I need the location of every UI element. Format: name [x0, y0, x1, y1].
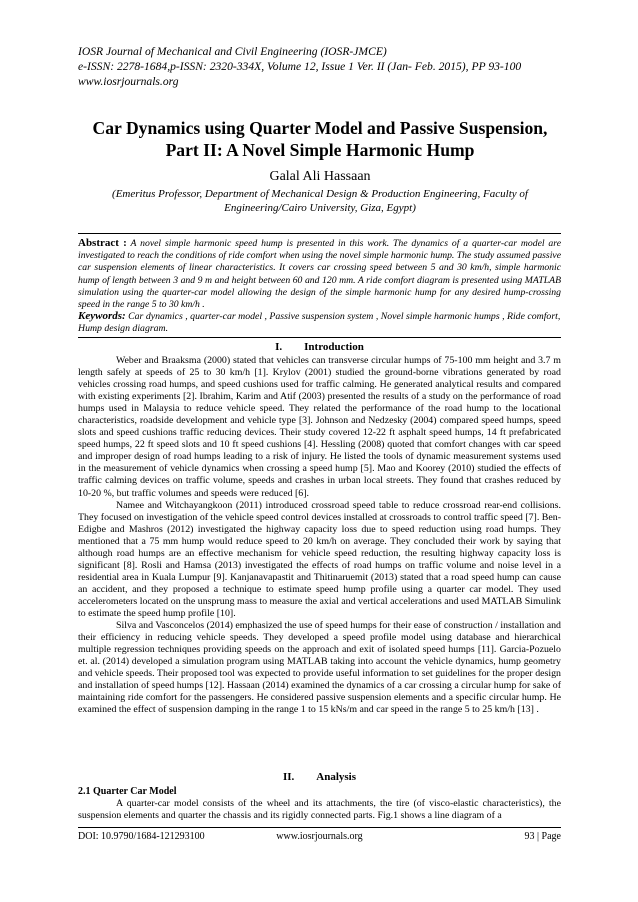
- title-line-2: Part II: A Novel Simple Harmonic Hump: [165, 140, 475, 160]
- author-affiliation: [95, 187, 545, 215]
- section-title: Analysis: [316, 771, 357, 783]
- paragraph: Weber and Braaksma (2000) stated that vehicles can transverse circular humps of 75-100 mm height and 3.7 m length safely at speeds of 25 to 30 km/h [1]. Krylov (2001) studied the ground-borne vibrations generated by road vehicles crossing road humps, and speed cushions used for traffic calming. He generated analytical results and compared with existing experiments [2]. Ibrahim, Karim and Atif (2003) presented the results of a study on the performance of road humps used in Malaysia to reduce vehicle speed. They related the performance of the road hump to the locational characteristics, roadside development and vehicle type [3]. Johnson and Nedzesky (2004) compared speed humps, speed slots and speed cushions traffic reducing devices. Their study covered 12-22 ft asphalt speed humps, 14 ft prefabricated speed humps, 22 ft speed slots and 10 ft speed cushions [4]. Hessling (2008) quoted that comfort changes with car speed and improper design of road humps leading to a risk of injury. He listed the tools of dynamic measurement systems used in the measurement of vehicle dynamics when crossing a speed hump [5]. Mao and Koorey (2010) studied the effects of traffic calming devices on traffic volume, speeds and crashes in urban local streets. They found that crashes reduced by 10-20 %, but traffic volumes and speeds were reduced [6].: [78, 355, 561, 499]
- author-name: Galal Ali Hassaan: [269, 169, 371, 184]
- section-number: II.: [282, 771, 295, 783]
- paragraph: Silva and Vasconcelos (2014) emphasized the use of speed humps for their ease of construction / installation and their efficiency in reducing vehicle speeds. They developed a speed profile model using database and hierarchical multiple regression techniques providing speeds on the approach and exit of isolated speed humps [11]. Garcia-Pozuelo et. al. (2014) developed a simulation program using MATLAB taking into account the vehicle dynamics, hump geometry and vehicle speeds. Their proposed tool was expected to provide useful information to set guidelines for the proper design and installation of speed humps [12]. Hassaan (2014) examined the dynamics of a car crossing a circular hump for sake of maintaining ride comfort for the passengers. He considered passive suspension elements and a specific circular hump. He examined the effect of suspension damping in the range 1 to 15 kNs/m and car speed in the range 5 to 25 km/h [13] .: [78, 620, 561, 716]
- paper-title: [60, 117, 580, 161]
- journal-header: [78, 44, 563, 89]
- paragraph: A quarter-car model consists of the wheel and its attachments, the tire (of visco-elastic characteristics), the suspension elements and quarter the chassis and its rigidly connected parts. Fig.1 shows a line diagram of a: [78, 798, 561, 822]
- affiliation-line-1: (Emeritus Professor, Department of Mechanical Design & Production Engineering, Faculty of: [112, 188, 528, 200]
- abstract-text: A novel simple harmonic speed hump is presented in this work. The dynamics of a quarter-car model are investigated to reach the conditions of ride comfort when using the novel simple harmonic hump. The study assumed passive car suspension elements of linear characteristics. It covers car crossing speed between 5 and 30 km/h, simple harmonic hump of length between 3 and 9 m and height between 60 and 120 mm. A ride comfort diagram is presented using MATLAB simulation using the quarter-car model allowing the design of the simple harmonic hump for any desired hump-crossing speed in the range 5 to 30 km/h .: [78, 238, 561, 311]
- paragraph: Namee and Witchayangkoon (2011) introduced crossroad speed table to reduce crossroad rear-end collisions. They focused on investigation of the vehicle speed control devices installed at crossroads to control traffic speed [7]. Ben-Edigbe and Mashros (2012) investigated the highway capacity loss due to speed reduction using road humps. They mentioned that a 75 mm hump would reduce speed to 20 km/h on average. They concluded their work by saying that although road humps are an effective mechanism for vehicle speed reduction, the resulting highway capacity loss is significant [8]. Rosli and Hamsa (2013) investigated the effects of road humps on traffic volume and noise level in a residential area in Kuala Lumpur [9]. Kanjanavapastit and Thitinaruemit (2013) stated that a road speed hump can cause an accident, and they proposed a technique to estimate speed hump profile using a quarter car model. They used accelerometers located on the unsprung mass to measure the axial and vertical accelerations and used MATLAB Simulink to estimate the speed hump profile [10].: [78, 499, 561, 619]
- abstract-bottom-rule: [78, 337, 561, 338]
- section-number: I.: [275, 341, 283, 353]
- introduction-body: [78, 355, 561, 716]
- analysis-body: [78, 798, 561, 822]
- footer-rule: [78, 827, 561, 828]
- footer-page-number: 93 | Page: [524, 831, 561, 842]
- section-heading-introduction: [78, 341, 561, 354]
- subsection-heading: 2.1 Quarter Car Model: [78, 786, 177, 797]
- journal-name: IOSR Journal of Mechanical and Civil Engineering (IOSR-JMCE): [78, 45, 387, 58]
- footer-site: www.iosrjournals.org: [276, 831, 363, 842]
- abstract-label: Abstract :: [78, 237, 127, 249]
- journal-url: www.iosrjournals.org: [78, 75, 179, 88]
- footer-doi: DOI: 10.9790/1684-121293100: [78, 831, 205, 842]
- journal-issn: e-ISSN: 2278-1684,p-ISSN: 2320-334X, Volume 12, Issue 1 Ver. II (Jan- Feb. 2015), PP 93-100: [78, 60, 522, 73]
- title-line-1: Car Dynamics using Quarter Model and Passive Suspension,: [92, 118, 548, 138]
- affiliation-line-2: Engineering/Cairo University, Giza, Egypt): [224, 202, 416, 214]
- keywords: [78, 310, 561, 335]
- abstract-top-rule: [78, 233, 561, 234]
- abstract: [78, 237, 561, 311]
- section-title: Introduction: [304, 341, 364, 353]
- section-heading-analysis: [78, 771, 561, 784]
- keywords-label: Keywords:: [78, 310, 126, 322]
- keywords-text: Car dynamics , quarter-car model , Passive suspension system , Novel simple harmonic humps , Ride comfort, Hump design diagram.: [78, 311, 561, 335]
